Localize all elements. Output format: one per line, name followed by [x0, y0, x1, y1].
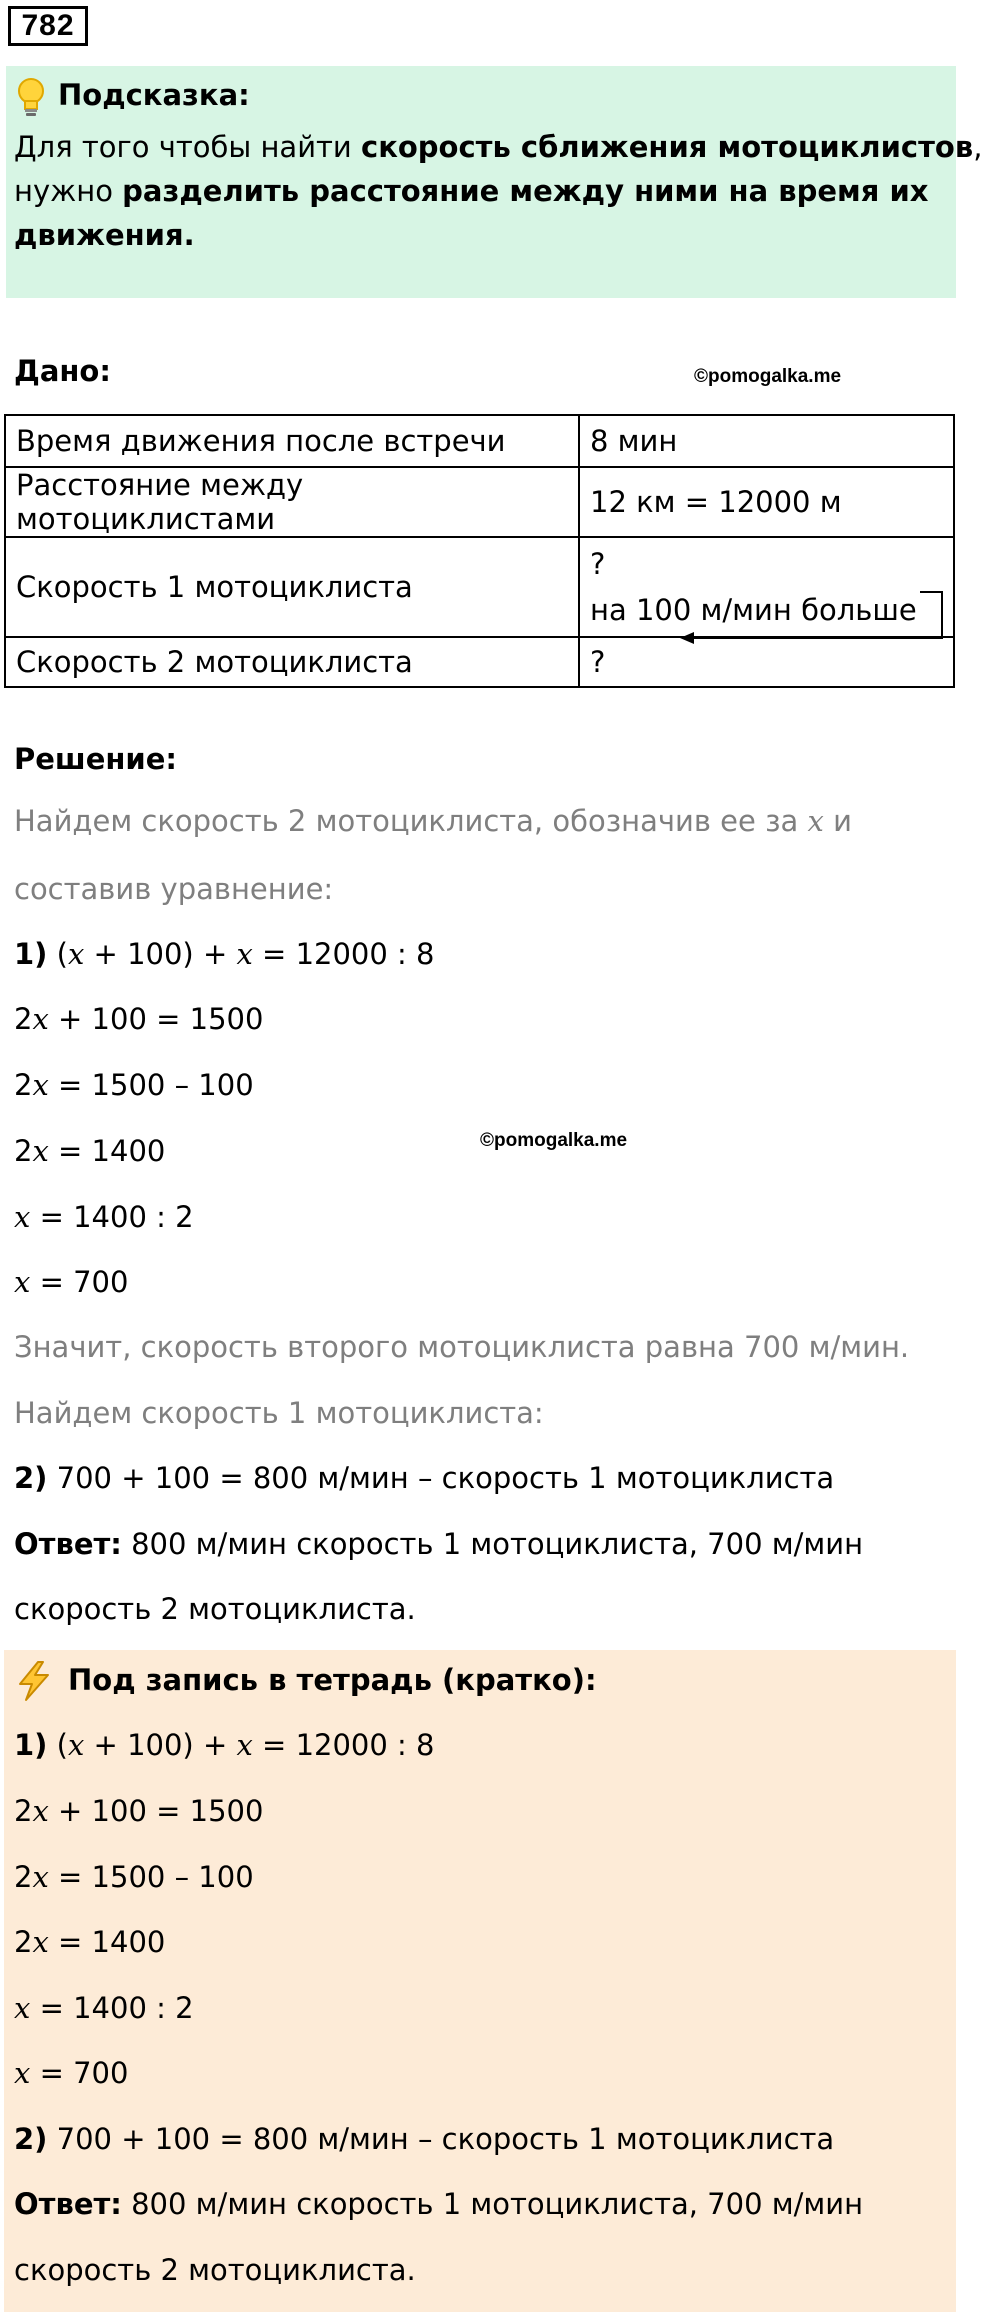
lightning-icon — [14, 1660, 54, 1702]
notebook-answer-1: Ответ: 800 м/мин скорость 1 мотоциклиста, 700 м/мин — [14, 2187, 864, 2221]
notebook-equation-2: 2x + 100 = 1500 — [14, 1794, 264, 1828]
watermark: ©pomogalka.me — [480, 1130, 628, 1151]
equation-3: 2x = 1500 – 100 — [14, 1068, 254, 1102]
watermark: ©pomogalka.me — [694, 366, 842, 387]
equation-4: 2x = 1400 — [14, 1134, 166, 1168]
notebook-equation-3: 2x = 1500 – 100 — [14, 1860, 254, 1894]
notebook-equation-5: x = 1400 : 2 — [14, 1991, 194, 2025]
answer-line-2: скорость 2 мотоциклиста. — [14, 1592, 416, 1626]
notebook-equation-6: x = 700 — [14, 2056, 129, 2090]
notebook-equation-1: 1) (x + 100) + x = 12000 : 8 — [14, 1728, 435, 1762]
equation-5: x = 1400 : 2 — [14, 1200, 194, 1234]
solution-intro-1: Найдем скорость 2 мотоциклиста, обозначив ее за x и — [14, 804, 852, 838]
task-number: 782 — [8, 6, 88, 46]
hint-line-1: Для того чтобы найти скорость сближения мотоциклистов, — [14, 130, 982, 164]
solution-intro-2: составив уравнение: — [14, 872, 334, 906]
given-label: Скорость 1 мотоциклиста — [5, 537, 579, 637]
conclusion-2: Найдем скорость 1 мотоциклиста: — [14, 1396, 544, 1430]
conclusion-1: Значит, скорость второго мотоциклиста равна 700 м/мин. — [14, 1330, 910, 1364]
arrow-connector — [0, 0, 960, 700]
equation-6: x = 700 — [14, 1265, 129, 1299]
hint-line-3: движения. — [14, 218, 195, 252]
notebook-equation-4: 2x = 1400 — [14, 1925, 166, 1959]
given-label: Время движения после встречи — [5, 415, 579, 467]
given-label: Расстояние между мотоциклистами — [5, 467, 579, 537]
given-title: Дано: — [14, 354, 111, 388]
hint-title: Подсказка: — [58, 78, 250, 112]
equation-2: 2x + 100 = 1500 — [14, 1002, 264, 1036]
equation-1: 1) (x + 100) + x = 12000 : 8 — [14, 937, 435, 971]
given-value: 8 мин — [579, 415, 954, 467]
answer-line-1: Ответ: 800 м/мин скорость 1 мотоциклиста, 700 м/мин — [14, 1527, 864, 1561]
given-value: ? — [579, 637, 954, 687]
given-value: ? на 100 м/мин больше — [579, 537, 954, 637]
step-2: 2) 700 + 100 = 800 м/мин – скорость 1 мотоциклиста — [14, 1461, 835, 1495]
given-label: Скорость 2 мотоциклиста — [5, 637, 579, 687]
given-value: 12 км = 12000 м — [579, 467, 954, 537]
notebook-title: Под запись в тетрадь (кратко): — [68, 1663, 597, 1697]
notebook-step-2: 2) 700 + 100 = 800 м/мин – скорость 1 мотоциклиста — [14, 2122, 835, 2156]
notebook-answer-2: скорость 2 мотоциклиста. — [14, 2253, 416, 2287]
hint-line-2: нужно разделить расстояние между ними на время их — [14, 174, 929, 208]
solution-title: Решение: — [14, 742, 178, 776]
